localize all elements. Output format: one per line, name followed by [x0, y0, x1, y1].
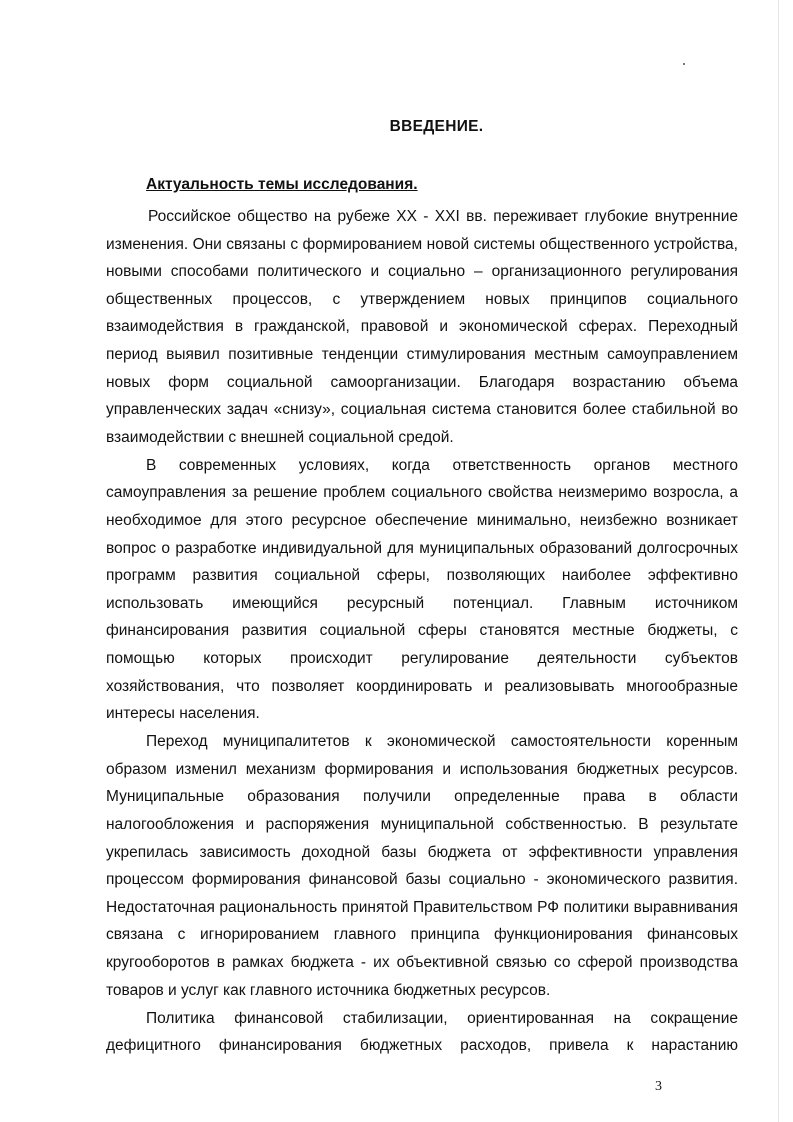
body-text [106, 203, 738, 1060]
section-heading: Актуальность темы исследования. [146, 176, 418, 193]
paragraph-4: Политика финансовой стабилизации, ориентированная на сокращение дефицитного финансирования бюджетных расходов, привела к нарастанию [106, 1009, 738, 1055]
paragraph-2: В современных условиях, когда ответственность органов местного самоуправления за решение проблем социального свойства неизмеримо возросла, а необходимое для этого ресурсное обеспечение минимально, неизбежно возникает вопрос о разработке индивидуальной для муниципальных образований долгосрочных программ развития социальной сферы, позволяющих наиболее эффективно использовать имеющийся ресурсный потенциал. Главным источником финансирования развития социальной сферы становятся местные бюджеты, с помощью которых происходит регулирование деятельности субъектов хозяйствования, что позволяет координировать и реализовывать многообразные интересы населения. [106, 456, 738, 723]
paragraph-1: Российское общество на рубеже XX - XXI вв. переживает глубокие внутренние изменения. Они связаны с формированием новой системы общественного устройства, новыми способами политического и социально – организационного регулирования общественных процессов, с утверждением новых принципов социального взаимодействия в гражданской, правовой и экономической сферах. Переходный период выявил позитивные тенденции стимулирования местным самоуправлением новых форм социальной самоорганизации. Благодаря возрастанию объема управленческих задач «снизу», социальная система становится более стабильной во взаимодействии с внешней социальной средой. [106, 208, 738, 446]
page-number: 3 [655, 1079, 662, 1094]
page-title: ВВЕДЕНИЕ. [389, 118, 484, 135]
page-edge-line [778, 0, 779, 1122]
scan-speck [683, 63, 685, 65]
paragraph-3: Переход муниципалитетов к экономической самостоятельности коренным образом изменил механизм формирования и использования бюджетных ресурсов. Муниципальные образования получили определенные права в области налогообложения и распоряжения муниципальной собственностью. В результате укрепилась зависимость доходной базы бюджета от эффективности управления процессом формирования финансовой базы социально - экономического развития. Недостаточная рациональность принятой Правительством РФ политики выравнивания связана с игнорированием главного принципа функционирования финансовых кругооборотов в рамках бюджета - их объективной связью со сферой производства товаров и услуг как главного источника бюджетных ресурсов. [106, 733, 738, 999]
